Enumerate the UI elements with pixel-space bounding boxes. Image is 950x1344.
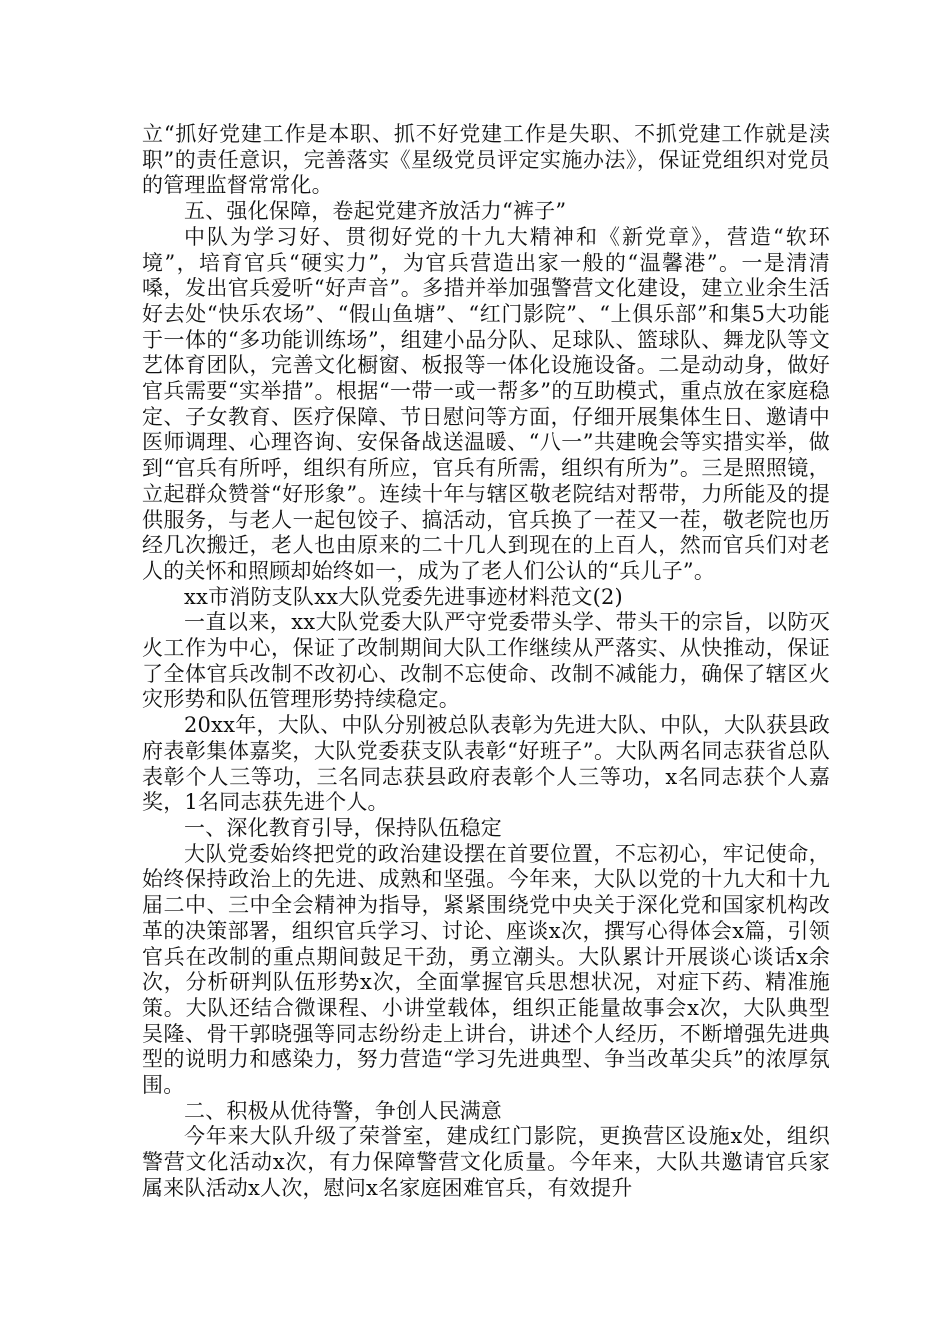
paragraph-body: 中队为学习好、贯彻好党的十九大精神和《新党章》，营造“软环境”，培育官兵“硬实力”，为官兵营造出家一般的“温馨港”。一是清清嗓，发出官兵爱听“好声音”。多措并举加强警营文化建设，建立业余生活好去处“快乐农场”、“假山鱼塘”、“红门影院”、“上俱乐部”和集5大功能于一体的“多功能训练场”，组建小品分队、足球队、篮球队、舞龙队等文艺体育团队，完善文化橱窗、板报等一体化设施设备。二是动动身，做好官兵需要“实举措”。根据“一带一或一帮多”的互助模式，重点放在家庭稳定、子女教育、医疗保障、节日慰问等方面，仔细开展集体生日、邀请中医师调理、心理咨询、安保备战送温暖、“八一”共建晚会等实措实举，做到“官兵有所呼，组织有所应，官兵有所需，组织有所为”。三是照照镜，立起群众赞誉“好形象”。连续十年与辖区敬老院结对帮带，力所能及的提供服务，与老人一起包饺子、搞活动，官兵换了一茬又一茬，敬老院也历经几次搬迁，老人也由原来的二十几人到现在的上百人，然而官兵们对老人的关怀和照顾却始终如一，成为了老人们公认的“兵儿子”。 <box>142 224 830 583</box>
section-heading-one: 一、深化教育引导，保持队伍稳定 <box>184 815 502 840</box>
paragraph-body: 20xx年，大队、中队分别被总队表彰为先进大队、中队，大队获县政府表彰集体嘉奖，大队党委获支队表彰“好班子”。大队两名同志获省总队表彰个人三等功，三名同志获县政府表彰个人三等功，x名同志获个人嘉奖，1名同志获先进个人。 <box>142 713 830 815</box>
paragraph-continuation: 立“抓好党建工作是本职、抓不好党建工作是失职、不抓党建工作就是渎职”的责任意识，完善落实《星级党员评定实施办法》，保证党组织对党员的管理监督常常化。 <box>142 122 830 198</box>
section-heading-five: 五、强化保障，卷起党建齐放活力“裤子” <box>184 199 567 224</box>
paragraph-body: 今年来大队升级了荣誉室，建成红门影院，更换营区设施x处，组织警营文化活动x次，有力保障警营文化质量。今年来，大队共邀请官兵家属来队活动x人次，慰问x名家庭困难官兵，有效提升 <box>142 1124 830 1200</box>
document-title: xx市消防支队xx大队党委先进事迹材料范文(2) <box>184 584 623 609</box>
paragraph-body: 一直以来，xx大队党委大队严守党委带头学、带头干的宗旨，以防灭火工作为中心，保证了改制期间大队工作继续从严落实、从快推动，保证了全体官兵改制不改初心、改制不忘使命、改制不减能力，确保了辖区火灾形势和队伍管理形势持续稳定。 <box>142 610 830 712</box>
paragraph-body: 大队党委始终把党的政治建设摆在首要位置，不忘初心，牢记使命，始终保持政治上的先进、成熟和坚强。今年来，大队以党的十九大和十九届二中、三中全会精神为指导，紧紧围绕党中央关于深化党和国家机构改革的决策部署，组织官兵学习、讨论、座谈x次，撰写心得体会x篇，引领官兵在改制的重点期间鼓足干劲，勇立潮头。大队累计开展谈心谈话x余次，分析研判队伍形势x次，全面掌握官兵思想状况，对症下药、精准施策。大队还结合微课程、小讲堂载体，组织正能量故事会x次，大队典型吴隆、骨干郭晓强等同志纷纷走上讲台，讲述个人经历，不断增强先进典型的说明力和感染力，努力营造“学习先进典型、争当改革尖兵”的浓厚氛围。 <box>142 841 830 1098</box>
document-body <box>142 122 830 1202</box>
section-heading-two: 二、积极从优待警，争创人民满意 <box>184 1098 502 1123</box>
